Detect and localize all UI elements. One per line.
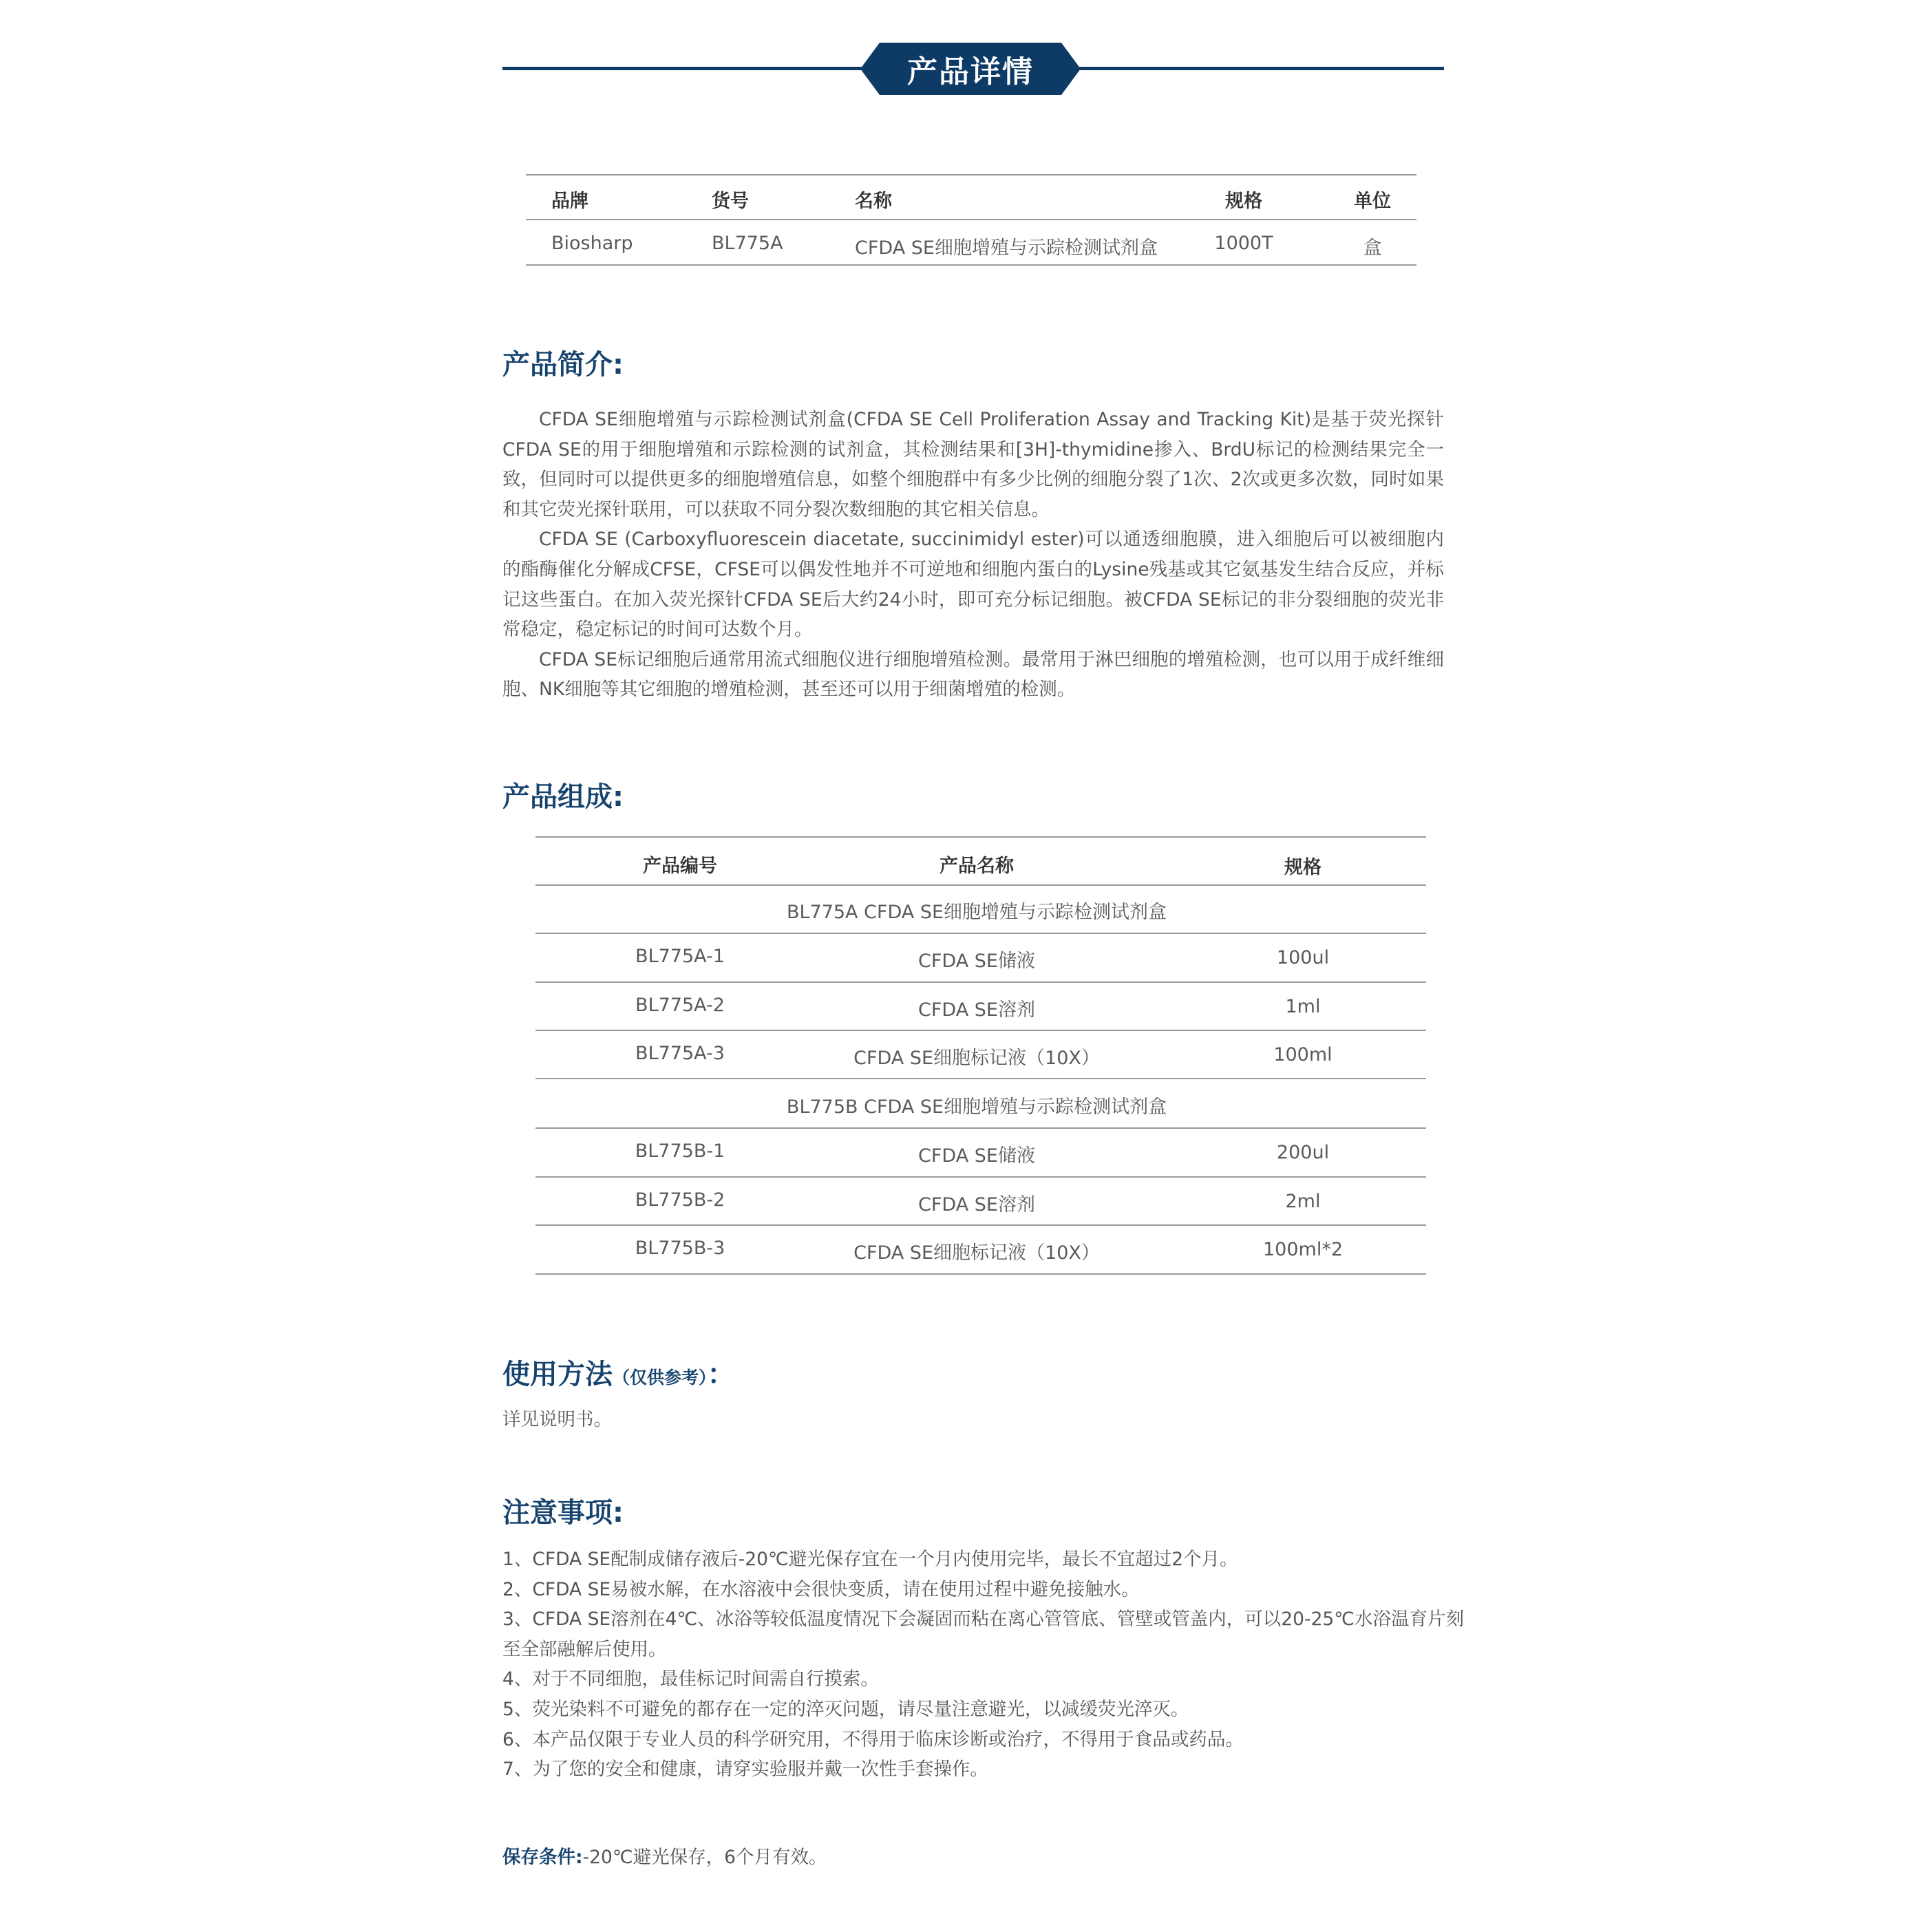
note-item: 1、CFDA SE配制成储存液后-20℃避光保存宜在一个月内使用完毕，最长不宜超过2个月。 xyxy=(502,1549,1238,1570)
info-brand: Biosharp xyxy=(551,233,633,254)
note-item: 7、为了您的安全和健康，请穿实验服并戴一次性手套操作。 xyxy=(502,1759,988,1780)
note-item: 6、本产品仅限于专业人员的科学研究用，不得用于临床诊断或治疗，不得用于食品或药品。 xyxy=(502,1729,1244,1750)
comp-spec: 1ml xyxy=(1285,996,1321,1017)
comp-spec: 100ul xyxy=(1276,947,1330,968)
page-title: 产品详情 xyxy=(907,54,1034,89)
info-unit: 盒 xyxy=(1363,237,1382,259)
usage-heading-colon: ： xyxy=(707,1359,735,1390)
info-header-name: 名称 xyxy=(855,191,892,212)
intro-text xyxy=(502,405,1444,705)
comp-spec: 100ml xyxy=(1273,1044,1333,1065)
comp-spec: 100ml*2 xyxy=(1262,1239,1344,1260)
info-header-spec: 规格 xyxy=(1225,191,1262,212)
intro-paragraph: CFDA SE标记细胞后通常用流式细胞仪进行细胞增殖检测。最常用于淋巴细胞的增殖检测，也可以用于成纤维细胞、NK细胞等其它细胞的增殖检测，甚至还可以用于细菌增殖的检测。 xyxy=(502,648,1444,701)
storage-line xyxy=(502,1842,827,1869)
comp-spec: 200ul xyxy=(1276,1142,1330,1163)
storage-label: 保存条件: xyxy=(502,1847,583,1868)
intro-paragraph: CFDA SE (Carboxyfluorescein diacetate, succinimidyl ester)可以通透细胞膜，进入细胞后可以被细胞内的酯酶催化分解成CFSE，CFSE可以偶发性地并不可逆地和细胞内蛋白的Lysine残基或其它氨基发生结合反应，并标记这些蛋白。在加入荧光探针CFDA SE后大约24小时，即可充分标记细胞。被CFDA SE标记的非分裂细胞的荧光非常稳定，稳定标记的时间可达数个月。 xyxy=(502,529,1444,641)
comp-spec: 2ml xyxy=(1285,1191,1321,1212)
info-spec: 1000T xyxy=(1214,233,1273,254)
composition-heading: 产品组成: xyxy=(502,781,624,813)
usage-heading-text: 使用方法 xyxy=(502,1359,613,1390)
info-header-brand: 品牌 xyxy=(551,191,588,212)
usage-text: 详见说明书。 xyxy=(502,1409,612,1430)
comp-name: CFDA SE储液 xyxy=(918,1145,1035,1167)
comp-name: CFDA SE细胞标记液（10X） xyxy=(853,1242,1100,1264)
comp-code: BL775B-3 xyxy=(635,1238,725,1259)
comp-header-name: 产品名称 xyxy=(940,856,1014,877)
note-item: 4、对于不同细胞，最佳标记时间需自行摸索。 xyxy=(502,1668,879,1690)
usage-heading xyxy=(502,1352,735,1392)
info-catalog: BL775A xyxy=(712,233,783,254)
note-item: 3、CFDA SE溶剂在4℃、冰浴等较低温度情况下会凝固而粘在离心管管底、管壁或管盖内，可以20-25℃水浴温育片刻 xyxy=(502,1609,1465,1630)
comp-header-spec: 规格 xyxy=(1284,857,1321,878)
comp-code: BL775A-3 xyxy=(635,1043,725,1064)
notes-heading: 注意事项: xyxy=(502,1497,624,1529)
comp-name: CFDA SE溶剂 xyxy=(918,1194,1035,1216)
comp-code: BL775A-2 xyxy=(635,995,725,1016)
info-name: CFDA SE细胞增殖与示踪检测试剂盒 xyxy=(855,237,1158,259)
note-item: 5、荧光染料不可避免的都存在一定的淬灭问题，请尽量注意避光，以减缓荧光淬灭。 xyxy=(502,1699,1189,1720)
info-header-unit: 单位 xyxy=(1354,191,1391,212)
comp-group-title: BL775A CFDA SE细胞增殖与示踪检测试剂盒 xyxy=(786,902,1167,923)
note-item: 2、CFDA SE易被水解，在水溶液中会很快变质，请在使用过程中避免接触水。 xyxy=(502,1579,1140,1600)
storage-text: -20℃避光保存，6个月有效。 xyxy=(582,1847,827,1868)
comp-header-code: 产品编号 xyxy=(643,856,717,877)
comp-code: BL775B-2 xyxy=(635,1189,725,1211)
comp-name: CFDA SE溶剂 xyxy=(918,999,1035,1021)
comp-name: CFDA SE细胞标记液（10X） xyxy=(853,1048,1100,1069)
comp-group-title: BL775B CFDA SE细胞增殖与示踪检测试剂盒 xyxy=(786,1096,1167,1118)
note-item: 至全部融解后使用。 xyxy=(502,1639,667,1660)
usage-heading-note: （仅供参考） xyxy=(613,1368,708,1388)
comp-code: BL775A-1 xyxy=(635,946,725,967)
info-header-catalog: 货号 xyxy=(712,191,749,212)
intro-heading: 产品简介: xyxy=(502,349,624,381)
intro-paragraph: CFDA SE细胞增殖与示踪检测试剂盒(CFDA SE Cell Proliferation Assay and Tracking Kit)是基于荧光探针CFDA SE的用于细胞增殖和示踪检测的试剂盒，其检测结果和[3H]-thymidine掺入、BrdU标记的检测结果完全一致，但同时可以提供更多的细胞增殖信息，如整个细胞群中有多少比例的细胞分裂了1次、2次或更多次数，同时如果和其它荧光探针联用，可以获取不同分裂次数细胞的其它相关信息。 xyxy=(502,409,1444,520)
comp-code: BL775B-1 xyxy=(635,1140,725,1162)
comp-name: CFDA SE储液 xyxy=(918,951,1035,972)
